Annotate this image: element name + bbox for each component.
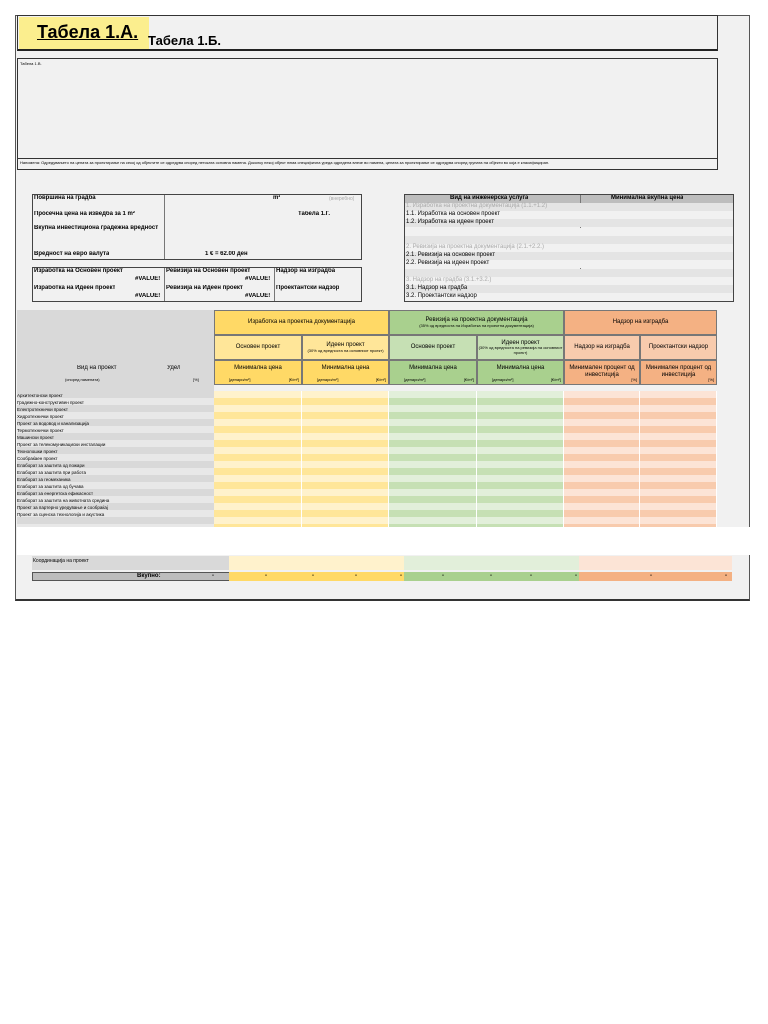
note-label: Табела 1.В. [20,61,42,66]
cell-stripe [302,489,389,496]
cell-stripe [477,482,564,489]
project-name: Проект за сценска технологија и акустика [17,512,105,517]
service-label: 3. Надзор на градба (3.1.+3.2.) [406,276,492,283]
project-name: Елаборат за заштита на животната средина [17,498,110,503]
subheader-title: Надзор на изградба [574,344,630,351]
mincol-title: Минимална цена [496,365,545,371]
project-name: Елаборат за енергетска ефикасност [17,491,94,496]
cell-stripe [477,517,564,524]
cell-stripe [640,454,717,461]
project-name: Хидротехнички проект [17,414,64,419]
cell-stripe [302,475,389,482]
service-row [405,244,733,252]
mincol-0 [214,360,302,385]
cell-stripe [389,433,477,440]
subheader-2 [389,335,477,360]
service-row [405,252,733,260]
cell-stripe [564,447,640,454]
summary-label-6: Проектантски надзор [276,285,340,291]
cell-stripe [564,468,640,475]
cell-stripe [302,461,389,468]
cell-stripe [389,489,477,496]
cell-stripe [477,454,564,461]
cell-stripe [389,391,477,398]
cell-stripe [640,517,717,524]
type-note: (според намената) [65,377,100,382]
services-header-service: Вид на инженерска услуга [450,195,529,201]
cell-stripe [389,398,477,405]
note-box [17,58,718,170]
cell-stripe [214,440,302,447]
cell-stripe [389,510,477,517]
subheader-4 [564,335,640,360]
cell-stripe [389,447,477,454]
note-text: Напомена: Одредувањето на цената за проектирање на секој од објектите се одредува според нетската основна намена. Доколку некој објект нема специфична уреда одредена влезе во намена, цената за проектирање се одредува според групата на објекти во која е класифициран. [20,160,550,165]
total-dash: - [725,573,727,579]
cell-stripe [640,475,717,482]
mincol-2 [389,360,477,385]
cell-stripe [302,447,389,454]
cell-stripe [477,447,564,454]
service-row [405,285,733,293]
summary-value-1: #VALUE! [135,276,161,282]
total-dash: - [265,573,267,579]
service-label: 2.1. Ревизија на основен проект [406,252,496,259]
subheader-title: Основен проект [410,344,456,351]
subheader-title: Основен проект [235,344,281,351]
main-table [17,295,734,531]
cell-stripe [389,482,477,489]
cell-stripe [389,426,477,433]
cell-stripe [214,482,302,489]
mincol-1 [302,360,389,385]
share-unit: [%] [193,377,199,382]
subheader-title: Идеен проект [501,339,540,346]
service-label: 2. Ревизија на проектна документација (2.1.+2.2.) [406,244,544,250]
project-name: Електротехнички проект [17,407,68,412]
services-header-price: Минимална вкупна цена [611,195,684,201]
cell-stripe [214,405,302,412]
cell-stripe [640,468,717,475]
cell-stripe [564,503,640,510]
cell-stripe [214,489,302,496]
mincol-unit2: [%] [708,377,714,382]
subheader-note: (30% од вредноста на основниот проект) [307,347,384,353]
coordination-row: Координација на проект [33,558,89,564]
mincol-title: Минимална цена [321,365,370,371]
total-dash: - [355,573,357,579]
cell-stripe [389,405,477,412]
cell-stripe [564,391,640,398]
project-name: Елаборат за заштита од бучава [17,484,84,489]
cell-stripe [389,475,477,482]
total-label: Вкупно: [137,573,161,579]
service-row [405,236,733,244]
cell-stripe [564,405,640,412]
cell-stripe [564,461,640,468]
cell-stripe [214,496,302,503]
cell-stripe [477,489,564,496]
cell-stripe [214,391,302,398]
cell-stripe [214,433,302,440]
cell-stripe [389,517,477,524]
cell-stripe [477,426,564,433]
title-box [17,15,718,51]
cell-stripe [302,454,389,461]
group-revision-title: Ревизија на проектна документација [425,317,528,323]
subheader-5 [640,335,717,360]
area-unit: m² [273,195,281,201]
cell-stripe [389,468,477,475]
mincol-unit1: [денари/m²] [317,377,339,382]
summary-value-5: #VALUE! [245,293,271,299]
mincol-unit1: [денари/m²] [404,377,426,382]
cell-stripe [477,468,564,475]
mincol-4 [564,360,640,385]
cell-stripe [214,517,302,524]
cell-stripe [477,496,564,503]
cell-stripe [477,391,564,398]
cell-stripe [640,510,717,517]
project-name: Проект за партерно уредување и сообраќај [17,505,108,510]
total-dash: - [212,573,214,579]
cell-stripe [477,398,564,405]
cell-stripe [477,510,564,517]
service-row [405,269,733,277]
row-stripe [17,517,214,524]
project-name: Сообраќаен проект [17,456,58,461]
project-name: Проект за водовод и канализација [17,421,90,426]
title-1a: Табела 1.А. [19,17,149,49]
service-label: 1.2. Изработка на идеен проект [406,219,495,226]
service-row [405,260,733,268]
service-row [405,211,733,219]
cell-stripe [564,510,640,517]
service-label: 1.1. Изработка на основен проект [406,211,501,218]
project-name: Архитектонски проект [17,393,63,398]
cell-stripe [302,391,389,398]
cell-stripe [389,440,477,447]
service-row [405,219,733,227]
subheader-1 [302,335,389,360]
subheader-note: (30% од вредноста на ревизија на основниот проект) [478,345,563,355]
group-revision-note: (35% од вредноста на Изработка на проектна документација) [419,322,534,328]
mincol-3 [477,360,564,385]
cell-stripe [564,454,640,461]
service-label: 2.2. Ревизија на идеен проект [406,260,490,267]
cell-stripe [640,461,717,468]
cell-stripe [302,412,389,419]
service-row [405,228,733,236]
cell-stripe [389,412,477,419]
avg-price-ref: Табела 1.Г. [298,211,331,217]
cell-stripe [214,412,302,419]
summary-label-2: Ревизија на Основен проект [166,268,251,274]
cell-stripe [389,496,477,503]
service-row [405,277,733,285]
summary-label-3: Надзор на изградба [276,268,336,274]
cell-stripe [214,503,302,510]
cell-stripe [302,426,389,433]
cell-stripe [564,475,640,482]
mincol-unit2: [€/m²] [550,377,561,382]
mincol-5 [640,360,717,385]
cell-stripe [477,503,564,510]
cell-stripe [564,482,640,489]
cell-stripe [564,496,640,503]
project-name: Термотехнички проект [17,428,64,433]
cell-stripe [564,517,640,524]
cell-stripe [389,503,477,510]
cell-stripe [564,426,640,433]
euro-label: Вредност на евро валута [34,251,110,257]
summary-label-1: Изработка на Основен проект [34,268,123,274]
mincol-unit2: [€/m²] [375,377,386,382]
service-label: 3.2. Проектантски надзор [406,293,477,300]
cell-stripe [640,391,717,398]
total-dash: - [650,573,652,579]
cell-stripe [302,419,389,426]
page-break-gap [17,527,752,555]
cell-stripe [214,426,302,433]
area-note: (внеребно) [329,196,355,202]
cell-stripe [214,447,302,454]
share-label: Удел [167,365,181,371]
cell-stripe [640,440,717,447]
total-dash: - [400,573,402,579]
cell-stripe [389,454,477,461]
cell-stripe [214,461,302,468]
cell-stripe [214,475,302,482]
total-dash: - [530,573,532,579]
cell-stripe [564,489,640,496]
group-supervision: Надзор на изградба [564,310,717,335]
cell-stripe [389,419,477,426]
mincol-unit2: [€/m²] [463,377,474,382]
subheader-title: Проектантски надзор [648,344,709,351]
project-name: Елаборат за геомеханика [17,477,71,482]
cell-stripe [302,433,389,440]
area-label: Површина на градба [34,195,96,201]
cell-stripe [302,482,389,489]
cell-stripe [564,419,640,426]
cell-stripe [640,405,717,412]
group-revision [389,310,564,335]
project-name: Технолошки проект [17,449,58,454]
cell-stripe [640,482,717,489]
euro-value: 1 € = 62.00 ден [205,251,248,257]
cell-stripe [302,468,389,475]
cell-stripe [302,503,389,510]
cell-stripe [564,398,640,405]
project-name: Елаборат за заштита при работа [17,470,86,475]
cell-stripe [477,433,564,440]
cell-stripe [214,510,302,517]
services-table [404,194,734,302]
cell-stripe [477,475,564,482]
cell-stripe [302,510,389,517]
cell-stripe [640,503,717,510]
cell-stripe [477,405,564,412]
project-name: Елаборат за заштита од пожари [17,463,85,468]
mincol-unit1: [денари/m²] [492,377,514,382]
mincol-unit1: [денари/m²] [229,377,251,382]
cell-stripe [302,496,389,503]
avg-price-label: Просечна цена на изведба за 1 m² [34,211,135,217]
total-dash: - [490,573,492,579]
group-design: Изработка на проектна документација [214,310,389,335]
cell-stripe [640,489,717,496]
investment-label: Вкупна инвестициона градежна вредност [34,225,159,231]
cell-stripe [477,419,564,426]
type-label: Вид на проект [77,365,117,371]
subheader-0 [214,335,302,360]
project-name: Градежно-конструктивен проект [17,400,84,405]
summary-label-4: Изработка на Идеен проект [34,285,116,291]
mincol-title: Минимален процент од инвестиција [645,365,712,378]
summary-value-4: #VALUE! [135,293,161,299]
cell-stripe [640,426,717,433]
building-info-table [32,194,362,260]
cell-stripe [302,440,389,447]
project-name: Машински проект [17,435,54,440]
total-dash: - [442,573,444,579]
cell-stripe [477,412,564,419]
service-label: 1. Изработка на проектна документација (1.1.+1.2) [406,203,548,209]
title-1b: Табела 1.Б. [148,33,222,48]
cell-stripe [640,496,717,503]
total-dash: - [312,573,314,579]
cell-stripe [214,419,302,426]
project-name: Проект за телекомуникациски инсталации [17,442,106,447]
cell-stripe [564,412,640,419]
cell-stripe [214,454,302,461]
cell-stripe [302,405,389,412]
cell-stripe [302,517,389,524]
cell-stripe [640,419,717,426]
cell-stripe [564,433,640,440]
service-row [405,203,733,211]
total-dash: - [575,573,577,579]
cell-stripe [214,398,302,405]
summary-label-5: Ревизија на Идеен проект [166,285,243,291]
cell-stripe [640,433,717,440]
cell-stripe [640,398,717,405]
mincol-title: Минимална цена [234,365,282,371]
cell-stripe [477,461,564,468]
cell-stripe [302,398,389,405]
mincol-unit2: [€/m²] [288,377,299,382]
cell-stripe [214,468,302,475]
service-label: 3.1. Надзор на градба [406,285,468,291]
mincol-unit2: [%] [631,377,637,382]
cell-stripe [640,412,717,419]
subheader-title: Идеен проект [326,342,365,348]
cell-stripe [477,440,564,447]
cell-stripe [389,461,477,468]
mincol-title: Минимална цена [409,365,457,371]
cell-stripe [640,447,717,454]
cell-stripe [564,440,640,447]
subheader-3 [477,335,564,360]
summary-value-2: #VALUE! [245,276,271,282]
mincol-title: Минимален процент од инвестиција [569,365,635,378]
